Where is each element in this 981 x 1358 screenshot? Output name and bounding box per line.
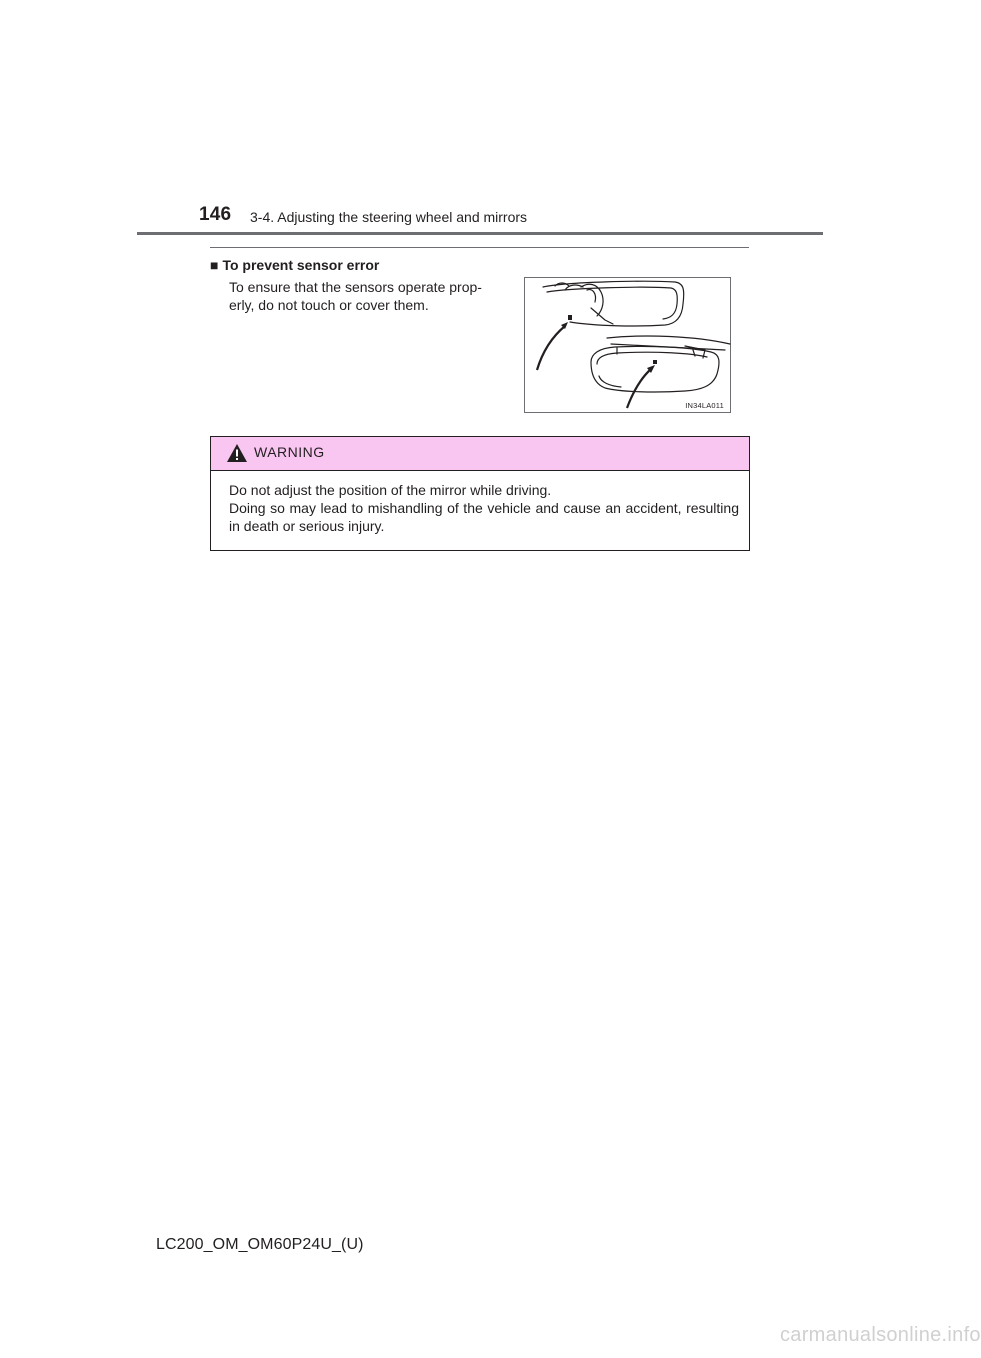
body-line: erly, do not touch or cover them.	[229, 297, 429, 313]
header-divider	[137, 232, 823, 235]
warning-title: WARNING	[254, 444, 325, 460]
subheading	[210, 257, 379, 273]
warning-line: Doing so may lead to mishandling of the vehicle and cause an accident, resulting in death or serious injury.	[229, 500, 739, 534]
mirror-sensor-illustration	[524, 277, 731, 413]
subheading-text: To prevent sensor error	[222, 257, 380, 273]
section-title: 3-4. Adjusting the steering wheel and mirrors	[250, 209, 528, 225]
figure-code: IN34LA011	[685, 401, 724, 410]
warning-text	[229, 481, 739, 535]
square-bullet-icon: ■	[210, 257, 219, 273]
content-divider	[210, 247, 749, 248]
mirror-drawing	[525, 278, 732, 414]
body-paragraph	[229, 278, 505, 314]
warning-box	[210, 436, 750, 551]
body-line: To ensure that the sensors operate prop-	[229, 279, 482, 295]
warning-header	[211, 437, 749, 471]
warning-triangle-icon	[226, 443, 248, 463]
warning-line: Do not adjust the position of the mirror while driving.	[229, 482, 552, 498]
watermark-text: carmanualsonline.info	[780, 1324, 981, 1346]
document-code: LC200_OM_OM60P24U_(U)	[156, 1236, 364, 1253]
page-number: 146	[199, 204, 232, 225]
